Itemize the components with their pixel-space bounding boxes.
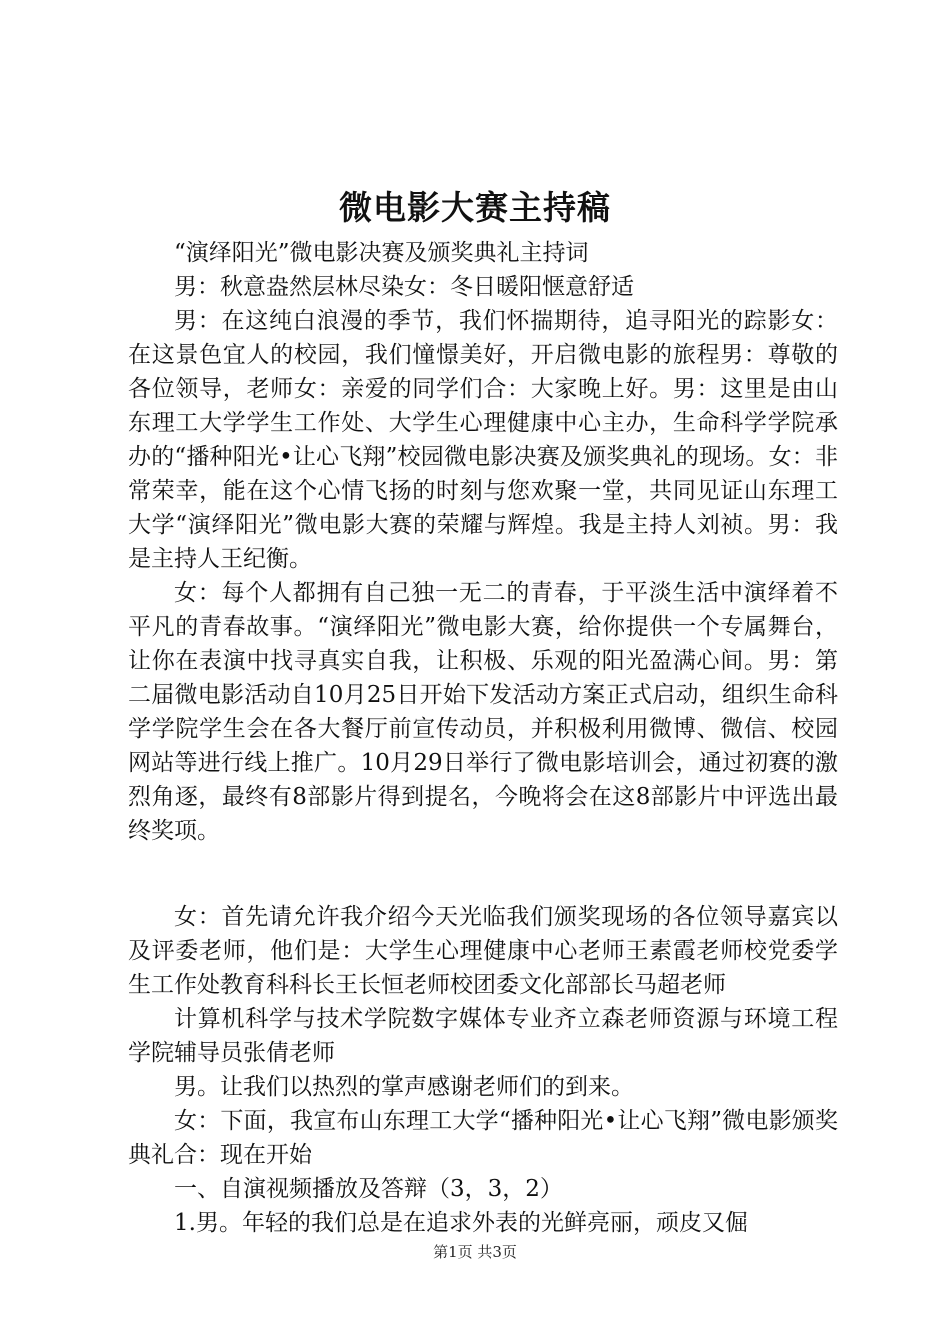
paragraph-introduction: 女：每个人都拥有自己独一无二的青春，于平淡生活中演绎着不平凡的青春故事。“演绎阳光”微电影大赛，给你提供一个专属舞台，让你在表演中找寻真实自我，让积极、乐观的阳光盈满心间。男：第二届微电影活动自10月25日开始下发活动方案正式启动，组织生命科学学院学生会在各大餐厅前宣传动员，并积极利用微博、微信、校园网站等进行线上推广。10月29日举行了微电影培训会，通过初赛的激烈角逐，最终有8部影片得到提名，今晚将会在这8部影片中评选出最终奖项。	[128, 580, 838, 844]
paragraph-item-1: 1.男。年轻的我们总是在追求外表的光鲜亮丽，顽皮又倔	[174, 1210, 748, 1236]
page-footer: 第1页 共3页	[433, 1243, 517, 1261]
paragraph-guests: 女：首先请允许我介绍今天光临我们颁奖现场的各位领导嘉宾以及评委老师，他们是：大学生心理健康中心老师王素霞老师校党委学生工作处教育科科长王长恒老师校团委文化部部长马超老师	[128, 904, 838, 998]
paragraph-opening-lines: 男：秋意盎然层林尽染女：冬日暖阳惬意舒适	[174, 274, 634, 300]
document-body	[128, 236, 838, 1240]
paragraph-gap	[128, 848, 838, 900]
paragraph-subtitle: “演绎阳光”微电影决赛及颁奖典礼主持词	[174, 240, 589, 266]
section-heading: 一、自演视频播放及答辩（3，3，2）	[174, 1176, 563, 1202]
paragraph-applause: 男。让我们以热烈的掌声感谢老师们的到来。	[174, 1074, 634, 1100]
paragraph-guests-continued: 计算机科学与技术学院数字媒体专业齐立森老师资源与环境工程学院辅导员张倩老师	[128, 1006, 838, 1066]
paragraph-announcement: 女：下面，我宣布山东理工大学“播种阳光•让心飞翔”微电影颁奖典礼合：现在开始	[128, 1108, 838, 1168]
document-title: 微电影大赛主持稿	[339, 188, 611, 227]
paragraph-welcome: 男：在这纯白浪漫的季节，我们怀揣期待，追寻阳光的踪影女：在这景色宜人的校园，我们憧憬美好，开启微电影的旅程男：尊敬的各位领导，老师女：亲爱的同学们合：大家晚上好。男：这里是由山东理工大学学生工作处、大学生心理健康中心主办，生命科学学院承办的“播种阳光•让心飞翔”校园微电影决赛及颁奖典礼的现场。女：非常荣幸，能在这个心情飞扬的时刻与您欢聚一堂，共同见证山东理工大学“演绎阳光”微电影大赛的荣耀与辉煌。我是主持人刘祯。男：我是主持人王纪衡。	[128, 308, 838, 572]
